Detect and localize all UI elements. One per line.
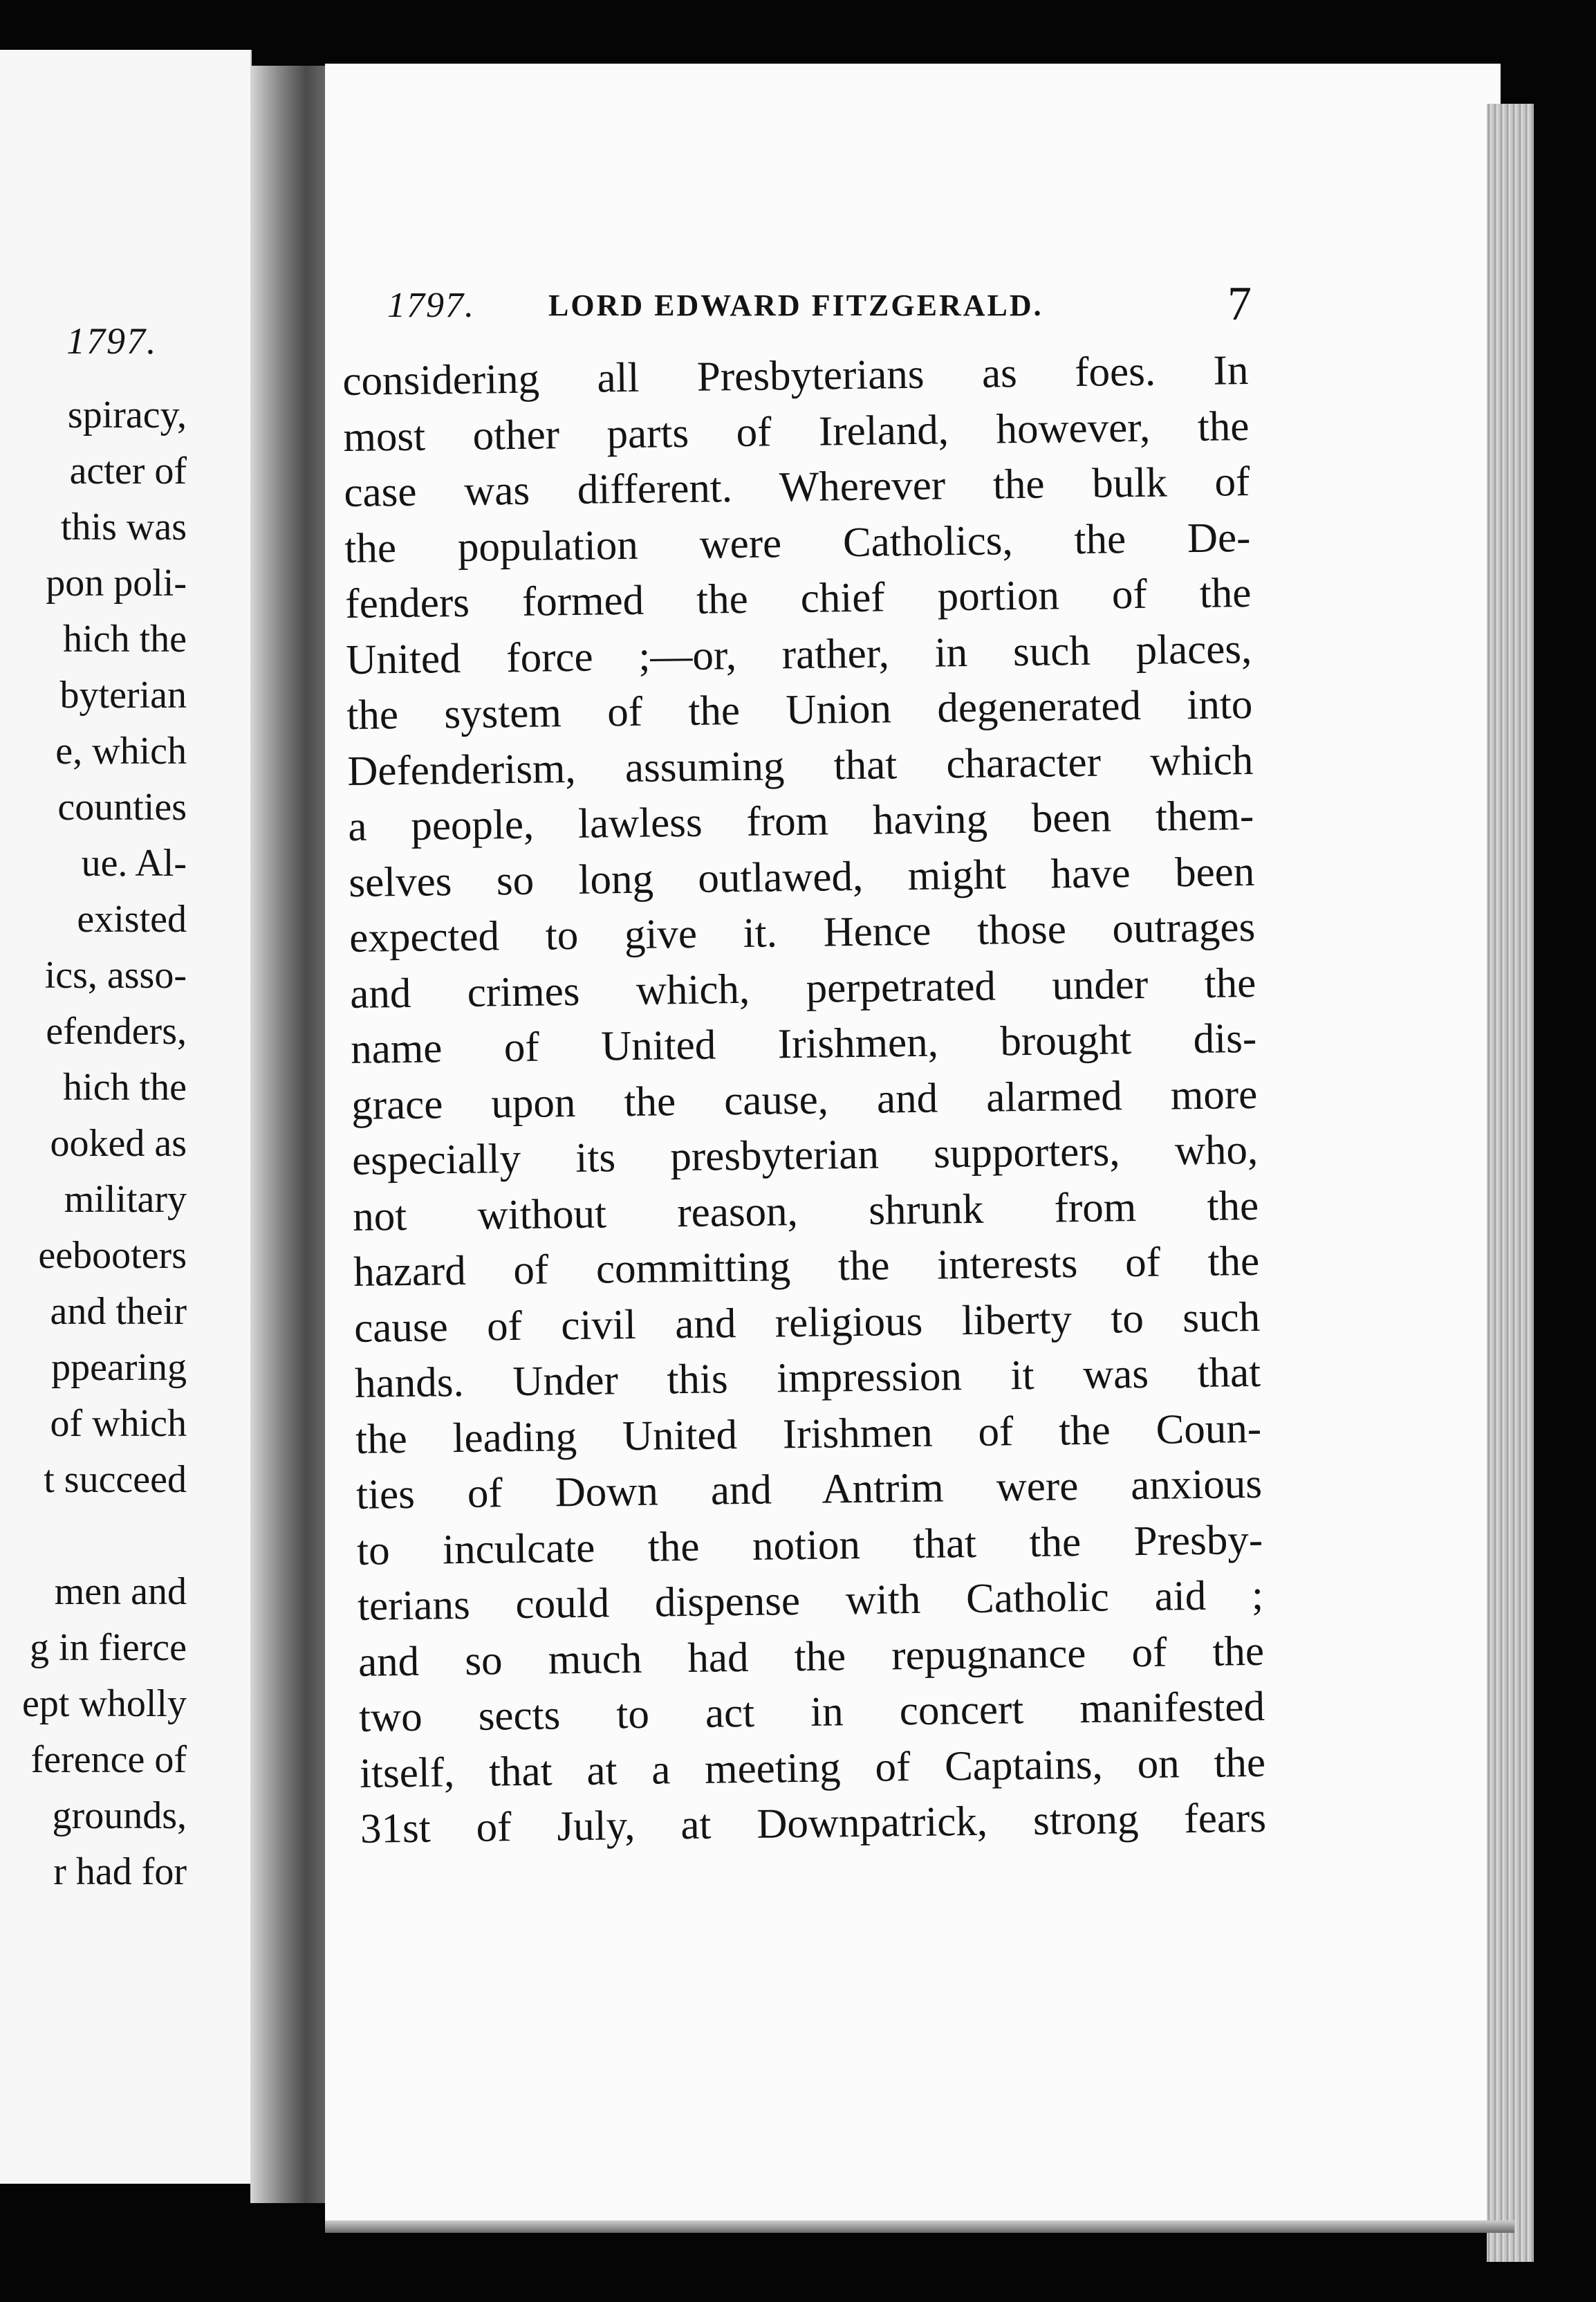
text-line: fenders formed the chief portion of the	[345, 569, 1252, 627]
text-line: a people, lawless from having been them-	[347, 792, 1254, 850]
text-line: terians could dispense with Catholic aid ;	[357, 1572, 1264, 1630]
left-text-line: hich the	[63, 618, 187, 661]
left-text-line: counties	[57, 786, 187, 829]
text-line: Defenderism, assuming that character which	[346, 737, 1254, 795]
text-line: and crimes which, perpetrated under the	[349, 959, 1256, 1018]
text-line: grace upon the cause, and alarmed more	[351, 1071, 1258, 1129]
text-line: the leading United Irishmen of the Coun-	[355, 1405, 1262, 1463]
header-title: LORD EDWARD FITZGERALD.	[548, 288, 1043, 322]
previous-page	[0, 50, 252, 2184]
left-text-line: men and	[54, 1570, 187, 1613]
text-line: selves so long outlawed, might have been	[348, 848, 1255, 906]
text-line: expected to give it. Hence those outrages	[349, 903, 1256, 961]
text-line: hands. Under this impression it was that	[354, 1349, 1261, 1407]
left-running-year: 1797.	[66, 320, 158, 362]
left-text-line: this was	[61, 506, 187, 549]
left-text-line: of which	[50, 1402, 187, 1445]
page-stack-edge	[1487, 104, 1534, 2262]
left-text-line	[0, 1508, 187, 1564]
text-line: the system of the Union degenerated into	[346, 681, 1253, 739]
page-number: 7	[1227, 277, 1252, 331]
text-line: the population were Catholics, the De-	[344, 514, 1251, 572]
header-year: 1797.	[387, 286, 475, 325]
text-line: to inculcate the notion that the Presby-	[356, 1516, 1263, 1574]
left-text-line: ference of	[30, 1738, 187, 1781]
running-header	[387, 277, 1252, 332]
text-line: and so much had the repugnance of the	[358, 1628, 1265, 1686]
book-gutter-shadow	[250, 66, 330, 2203]
text-line: especially its presbyterian supporters, who,	[351, 1126, 1259, 1184]
text-line: itself, that at a meeting of Captains, on the	[359, 1739, 1266, 1797]
left-text-line: ooked as	[50, 1122, 187, 1165]
left-text-line: spiracy,	[67, 394, 187, 436]
left-text-line: and their	[50, 1290, 187, 1333]
left-text-line: e, which	[55, 730, 187, 773]
left-text-line: grounds,	[52, 1794, 187, 1837]
text-line: hazard of committing the interests of the	[353, 1237, 1260, 1296]
left-text-line: ics, asso-	[44, 954, 187, 997]
left-text-line: eebooters	[38, 1234, 187, 1277]
page-bottom-edge	[325, 2220, 1514, 2233]
left-page-text	[0, 387, 187, 1900]
left-text-line: existed	[77, 898, 187, 941]
text-line: considering all Presbyterians as foes. In	[342, 347, 1249, 405]
left-text-line: g in fierce	[30, 1626, 187, 1669]
text-line: ties of Down and Antrim were anxious	[355, 1460, 1263, 1518]
left-text-line: t succeed	[44, 1458, 187, 1501]
text-line: name of United Irishmen, brought dis-	[350, 1015, 1257, 1073]
text-line: 31st of July, at Downpatrick, strong fears	[360, 1794, 1267, 1852]
body-text	[342, 343, 1266, 1857]
left-text-line: military	[64, 1178, 187, 1221]
left-text-line: r had for	[53, 1850, 187, 1893]
text-line: most other parts of Ireland, however, the	[343, 403, 1250, 461]
left-text-line: ppearing	[51, 1346, 187, 1389]
left-text-line: acter of	[69, 450, 187, 492]
text-line: not without reason, shrunk from the	[352, 1182, 1259, 1240]
text-line: United force ;—or, rather, in such places,	[345, 625, 1252, 683]
text-line: two sects to act in concert manifested	[358, 1683, 1265, 1741]
left-text-line: ue. Al-	[81, 842, 187, 885]
left-text-line: byterian	[59, 674, 187, 717]
left-text-line: hich the	[63, 1066, 187, 1109]
left-text-line: efenders,	[46, 1010, 187, 1053]
text-line: case was different. Wherever the bulk of	[344, 458, 1250, 516]
left-text-line: ept wholly	[22, 1682, 187, 1725]
left-text-line: pon poli-	[46, 562, 187, 605]
text-line: cause of civil and religious liberty to such	[353, 1293, 1261, 1352]
